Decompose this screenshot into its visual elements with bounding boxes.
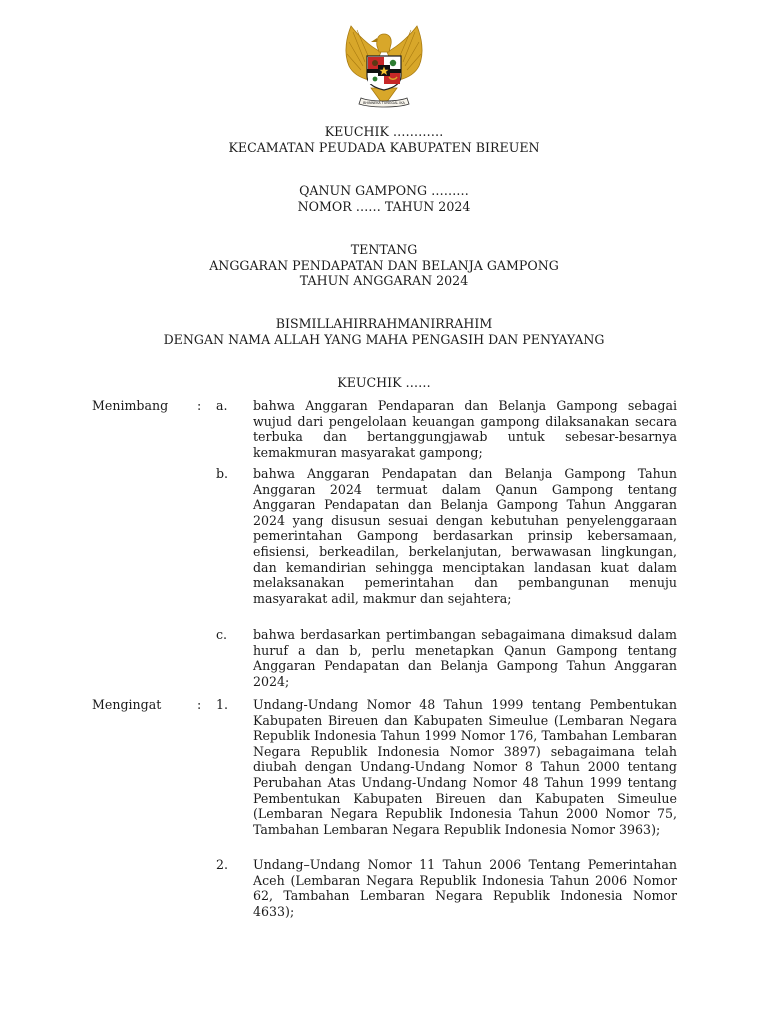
heading-kecamatan: KECAMATAN PEUDADA KABUPATEN BIREUEN [228, 140, 540, 155]
list-item: bahwa berdasarkan pertimbangan sebagaimana dimaksud dalam huruf a dan b, perlu menetapkan Qanun Gampong tentang Anggaran Pendapatan dan Belanja Gampong Tahun Anggaran 2024; [253, 627, 677, 689]
motto-text: BHINNEKA TUNGGAL IKA [363, 101, 405, 105]
list-item: Undang–Undang Nomor 11 Tahun 2006 Tentang Pemerintahan Aceh (Lembaran Negara Republik Indonesia Tahun 2006 Nomor 62, Tambahan Lembaran Negara Republik Indonesia Nomor 4633); [253, 857, 677, 919]
qanun-number: NOMOR …… TAHUN 2024 [297, 199, 471, 214]
basmalah-translation: DENGAN NAMA ALLAH YANG MAHA PENGASIH DAN PENYAYANG [163, 332, 605, 347]
list-marker: c. [216, 627, 228, 642]
basmalah: BISMILLAHIRRAHMANIRRAHIM [275, 316, 493, 331]
issuer-title: KEUCHIK …… [337, 375, 431, 390]
list-item: bahwa Anggaran Pendaparan dan Belanja Gampong sebagai wujud dari pengelolaan keuangan gampong dilaksanakan secara terbuka dan bertanggungjawab untuk sebesar-besarnya kemakmuran masyarakat gampong; [253, 398, 677, 460]
list-marker: a. [216, 398, 228, 413]
menimbang-colon: : [197, 398, 202, 413]
list-marker: b. [216, 466, 229, 481]
garuda-pancasila-emblem-icon [331, 22, 437, 112]
subject-line-2: TAHUN ANGGARAN 2024 [299, 273, 469, 288]
mengingat-colon: : [197, 697, 202, 712]
heading-keuchik: KEUCHIK ………… [324, 124, 444, 139]
list-marker: 2. [216, 857, 229, 872]
list-item: Undang-Undang Nomor 48 Tahun 1999 tentang Pembentukan Kabupaten Bireuen dan Kabupaten Simeulue (Lembaran Negara Republik Indonesia Tahun 1999 Nomor 176, Tambahan Lembaran Negara Republik Indonesia Nomor 3897) sebagaimana telah diubah dengan Undang-Undang Nomor 8 Tahun 2000 tentang Perubahan Atas Undang-Undang Nomor 48 Tahun 1999 tentang Pembentukan Kabupaten Bireuen dan Kabupaten Simeulue (Lembaran Negara Republik Indonesia Tahun 2000 Nomor 75, Tambahan Lembaran Negara Republik Indonesia Nomor 3963); [253, 697, 677, 837]
list-item: bahwa Anggaran Pendapatan dan Belanja Gampong Tahun Anggaran 2024 termuat dalam Qanun Gampong tentang Anggaran Pendapatan dan Belanja Gampong Tahun Anggaran 2024 yang disusun sesuai dengan kebutuhan penyelenggaraan pemerintahan Gampong berdasarkan prinsip kebersamaan, efisiensi, berkeadilan, berkelanjutan, berwawasan lingkungan, dan kemandirian sehingga menciptakan landasan kuat dalam melaksanakan pemerintahan dan pembangunan menuju masyarakat adil, makmur dan sejahtera; [253, 466, 677, 606]
mengingat-label: Mengingat [92, 697, 162, 712]
tentang-heading: TENTANG [350, 242, 418, 257]
menimbang-label: Menimbang [92, 398, 169, 413]
subject-line-1: ANGGARAN PENDAPATAN DAN BELANJA GAMPONG [209, 258, 559, 273]
qanun-title: QANUN GAMPONG ……… [299, 183, 469, 198]
list-marker: 1. [216, 697, 229, 712]
